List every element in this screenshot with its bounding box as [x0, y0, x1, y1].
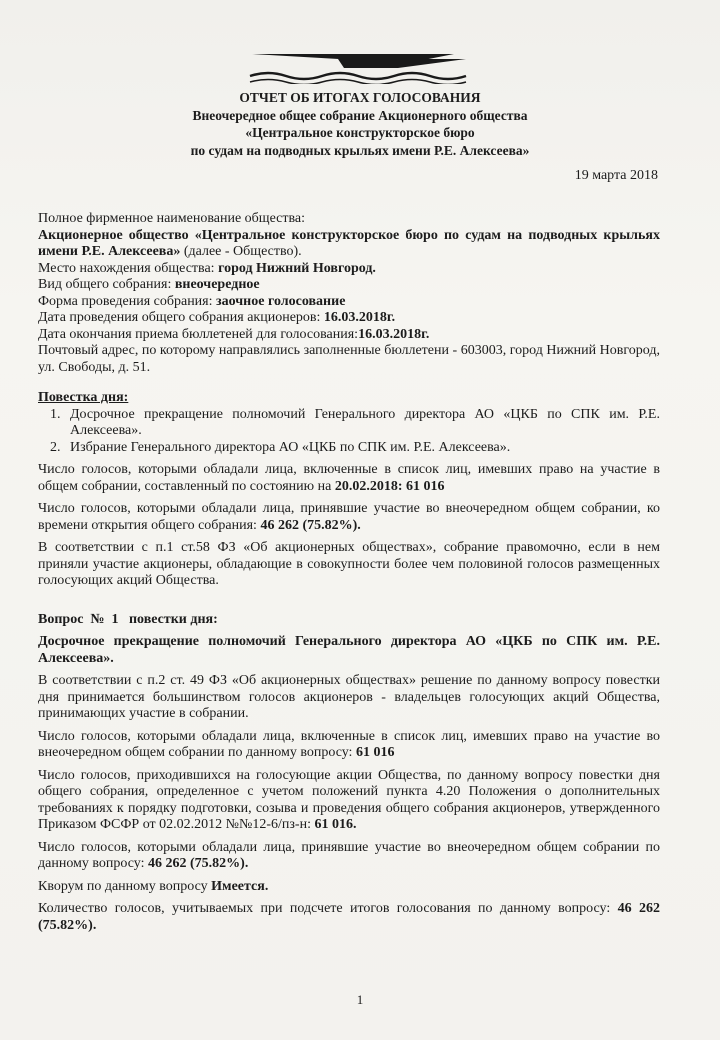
postal-address: Почтовый адрес, по которому направлялись заполненные бюллетени - 603003, город Нижний Новгород, ул. Свободы, д. 51. — [38, 343, 660, 375]
full-name-paragraph — [38, 228, 660, 261]
question-p2-value: 61 016 — [355, 745, 395, 760]
form-line — [38, 294, 660, 311]
question-p3-text: Число голосов, приходившихся на голосующие акции Общества, по данному вопросу повестки дня общего собрания, определенное с учетом положений пункта 4.20 Положения о дополнительных требованиях к порядку подготовки, созыва и проведения общего собрания акционеров, утвержденного Приказом ФСФР от 02.02.2012 №№12-6/пз-н: — [38, 767, 660, 832]
full-name-label: Полное фирменное наименование общества: — [38, 211, 306, 226]
agenda-item: 2. Избрание Генерального директора АО «ЦКБ по СПК им. Р.Е. Алексеева». — [64, 440, 660, 457]
full-name-suffix: (далее - Общество). — [180, 244, 302, 259]
location-label: Место нахождения общества: — [38, 260, 219, 276]
company-logo — [248, 44, 470, 84]
question-p4-text: Число голосов, которыми обладали лица, принявшие участие во внеочередном общем собрании по данному вопросу: — [38, 839, 660, 871]
agenda-list — [38, 407, 660, 457]
question-p2-text: Число голосов, которыми обладали лица, включенные в список лиц, имевших право на участие во внеочередном общем собрании по данному вопросу: — [38, 728, 660, 760]
question-p5-text: Кворум по данному вопросу — [38, 878, 212, 894]
ballot-end-line — [38, 327, 660, 344]
question-p6 — [38, 901, 660, 934]
question-title: Досрочное прекращение полномочий Генерального директора АО «ЦКБ по СПК им. Р.Е. Алексеева». — [38, 634, 660, 666]
total-votes-value: 20.02.2018: 61 016 — [334, 478, 445, 494]
header-line-2: Внеочередное общее собрание Акционерного общества — [192, 107, 528, 123]
question-p2 — [38, 729, 660, 762]
question-heading: Вопрос № 1 повестки дня: — [38, 611, 218, 627]
document-date: 19 марта 2018 — [574, 168, 658, 183]
meeting-date-value: 16.03.2018г. — [323, 310, 396, 325]
meeting-type-label: Вид общего собрания: — [38, 277, 175, 292]
quorum-paragraph: В соответствии с п.1 ст.58 ФЗ «Об акционерных обществах», собрание правомочно, если в нем приняли участие акционеры, обладающие в совокупности более чем половиной голосов размещенных голосующих акций Общества. — [38, 540, 660, 588]
location-value: город Нижний Новгород. — [218, 260, 376, 276]
location-line — [38, 261, 660, 278]
agenda-item: 1. Досрочное прекращение полномочий Генерального директора АО «ЦКБ по СПК им. Р.Е. Алексеева». — [64, 407, 660, 440]
meeting-type-line — [38, 277, 660, 294]
ballot-end-label: Дата окончания приема бюллетеней для голосования: — [38, 326, 359, 342]
question-p5 — [38, 879, 660, 896]
participated-paragraph — [38, 501, 660, 534]
meeting-date-label: Дата проведения общего собрания акционеров: — [38, 310, 324, 325]
question-p6-value: 46 262 (75.82%). — [38, 901, 660, 933]
question-p1: В соответствии с п.2 ст. 49 ФЗ «Об акционерных обществах» решение по данному вопросу повестки дня принимается большинством голосов акционеров - владельцев голосующих акций Общества, принимающих участие в собрании. — [38, 673, 660, 721]
question-p3 — [38, 768, 660, 834]
agenda-heading: Повестка дня: — [38, 390, 129, 405]
question-p5-value: Имеется. — [211, 878, 269, 894]
header-line-4: по судам на подводных крыльях имени Р.Е. Алексеева» — [190, 142, 530, 158]
header-line-3: «Центральное конструкторское бюро — [245, 125, 475, 140]
document-header — [0, 89, 720, 159]
document-title: ОТЧЕТ ОБ ИТОГАХ ГОЛОСОВАНИЯ — [239, 90, 481, 105]
question-p6-text: Количество голосов, учитываемых при подсчете итогов голосования по данному вопросу: — [38, 901, 618, 916]
participated-value: 46 262 (75.82%). — [260, 517, 361, 533]
question-p4 — [38, 840, 660, 873]
form-label: Форма проведения собрания: — [38, 293, 217, 309]
total-votes-text: Число голосов, которыми обладали лица, включенные в список лиц, имевших право на участие в общем собрании, составленный по состоянию на — [38, 462, 660, 494]
company-full-name: Акционерное общество «Центральное конструкторское бюро по судам на подводных крыльях имени Р.Е. Алексеева» — [38, 227, 660, 259]
ballot-end-value: 16.03.2018г. — [358, 326, 430, 342]
page-number: 1 — [356, 992, 364, 1007]
meeting-type-value: внеочередное — [174, 277, 260, 292]
question-p4-value: 46 262 (75.82%). — [148, 856, 249, 871]
form-value: заочное голосование — [216, 293, 346, 309]
total-votes-paragraph — [38, 462, 660, 495]
document-body — [38, 211, 660, 934]
question-p3-value: 61 016. — [314, 817, 357, 832]
participated-text: Число голосов, которыми обладали лица, принявшие участие во внеочередном общем собрании, ко времени открытия общего собрания: — [38, 501, 660, 533]
meeting-date-line — [38, 310, 660, 327]
